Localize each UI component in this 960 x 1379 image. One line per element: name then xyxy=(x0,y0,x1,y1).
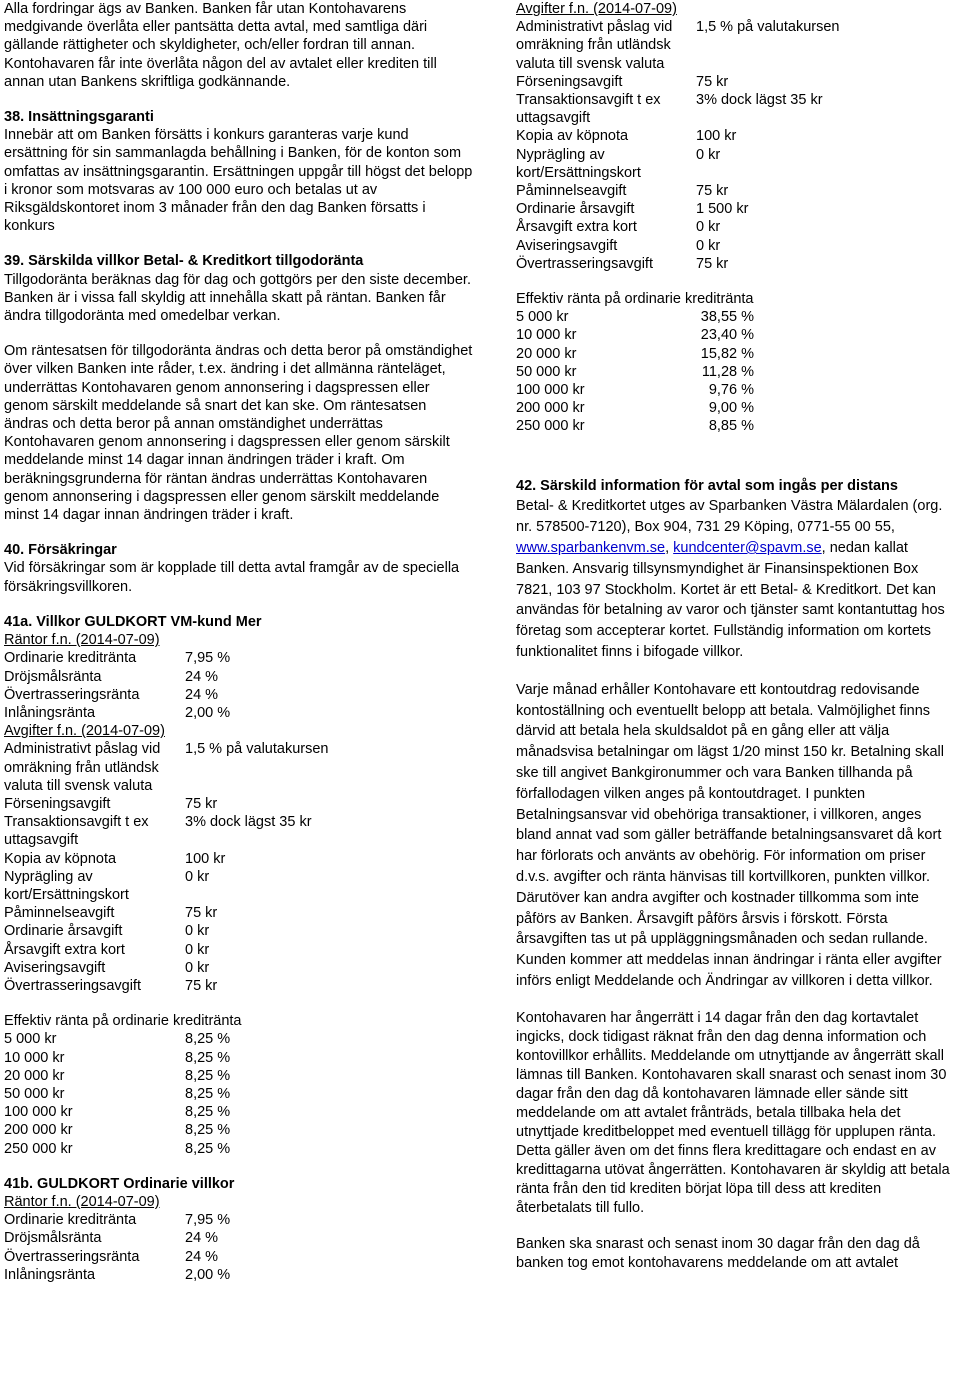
section-39-text-2: Om räntesatsen för tillgodoränta ändras och detta beror på omständighet över vilken Banken inte råder, t.ex. ändring i det allmänna ränteläget, underrättas Kontohavaren genom annonsering i dagspressen eller genom särskilt meddelande så snart det kan ske. Om räntesatsen ändras och detta beror på annan omständighet underrättas Kontohavaren genom annonsering i dagspressen eller genom särskilt meddelande minst 14 dagar innan ändringen träder i kraft. Om beräkningsgrunderna för räntan ändras underrättas Kontohavaren genom annonsering i dagspressen eller genom särskilt meddelande minst 14 dagar innan ändringen träder i kraft. xyxy=(4,343,473,524)
row-label: 5 000 kr xyxy=(516,309,569,326)
table-row xyxy=(4,922,328,940)
row-label: Påminnelseavgift xyxy=(4,905,115,922)
email-link[interactable]: kundcenter@spavm.se xyxy=(673,540,822,557)
row-value: 2,00 % xyxy=(185,1266,231,1283)
row-label: 50 000 kr xyxy=(4,1085,65,1102)
table-row xyxy=(516,91,839,127)
table-row xyxy=(4,1211,230,1229)
row-label: Ordinarie kreditränta xyxy=(4,1212,137,1229)
row-label: Inlåningsränta xyxy=(4,704,96,721)
row-value: 9,00 % xyxy=(708,400,754,417)
table-row xyxy=(4,1121,230,1139)
table-row xyxy=(516,345,754,363)
website-link[interactable]: www.sparbankenvm.se xyxy=(516,540,666,557)
row-value: 1,5 % på valutakursen xyxy=(696,19,840,36)
row-value: 7,95 % xyxy=(185,650,231,667)
left-column xyxy=(4,0,474,1284)
row-value: 15,82 % xyxy=(700,345,754,362)
right-fees-heading: Avgifter f.n. (2014-07-09) xyxy=(516,1,677,17)
row-value: 8,25 % xyxy=(185,1067,231,1084)
row-label: Årsavgift extra kort xyxy=(516,219,637,236)
row-value: 24 % xyxy=(185,668,219,685)
row-value: 24 % xyxy=(185,1248,219,1265)
row-label: Kopia av köpnota xyxy=(4,850,117,867)
row-label: 20 000 kr xyxy=(4,1067,65,1084)
row-label: Ordinarie årsavgift xyxy=(4,923,123,940)
row-value: 0 kr xyxy=(185,959,210,976)
row-label: Aviseringsavgift xyxy=(4,959,106,976)
row-value: 24 % xyxy=(185,686,219,703)
table-row xyxy=(4,649,230,667)
refund-paragraph: Banken ska snarast och senast inom 30 dagar från den dag då banken tog emot kontohavarens meddelande om att avtalet xyxy=(516,1235,920,1271)
row-label: Administrativt påslag vid omräkning från utländsk valuta till svensk valuta xyxy=(4,741,161,794)
right-column xyxy=(516,0,958,1273)
section-41a-fees-table xyxy=(4,740,328,995)
section-41b-rates-table xyxy=(4,1211,230,1284)
row-value: 0 kr xyxy=(696,146,721,163)
link-separator: , xyxy=(665,540,670,557)
section-41b-rates-heading: Räntor f.n. (2014-07-09) xyxy=(4,1193,160,1210)
row-label: Årsavgift extra kort xyxy=(4,941,125,958)
row-value: 38,55 % xyxy=(700,309,754,326)
row-value: 8,25 % xyxy=(185,1085,231,1102)
row-label: Ordinarie årsavgift xyxy=(516,201,635,218)
row-label: Nyprägling av kort/Ersättningskort xyxy=(516,146,641,181)
section-41a-rates-heading: Räntor f.n. (2014-07-09) xyxy=(4,632,160,649)
row-value: 8,25 % xyxy=(185,1049,231,1066)
table-row xyxy=(4,1229,230,1247)
row-value: 0 kr xyxy=(696,219,721,236)
row-value: 75 kr xyxy=(185,977,218,994)
row-value: 100 kr xyxy=(696,128,737,145)
row-label: Transaktionsavgift t ex uttagsavgift xyxy=(516,92,661,127)
row-value: 3% dock lägst 35 kr xyxy=(185,814,312,831)
table-row xyxy=(4,850,328,868)
row-label: 100 000 kr xyxy=(4,1104,73,1121)
row-value: 8,25 % xyxy=(185,1122,231,1139)
row-value: 75 kr xyxy=(185,905,218,922)
table-row xyxy=(516,127,839,145)
section-41a-title: 41a. Villkor GULDKORT VM-kund Mer xyxy=(4,613,262,630)
table-row xyxy=(516,363,754,381)
billing-paragraph: Varje månad erhåller Kontohavare ett kontoutdrag redovisande kontoställning och eventuellt belopp att betala. Valmöjlighet finns därvid att betala hela skuldsaldot på en gång eller att välja månadsvisa betalningar om lägst 1/20 minst 150 kr. Betalning skall ske till angivet Bankgironummer och vara Banken tillhanda på förfallodagen vilken anges på kontoutdraget. I punkten Betalningsansvar vid obehöriga transaktioner, i villkoren, anges bland annat vad som gäller beträffande betalningsansvaret då kort har förlorats och använts av obehörig. För information om priser d.v.s. avgifter och ränta hänvisas till kortvillkoren, punkten villkor. Därutöver kan andra avgifter och kostnader tillkomma som inte påförs av Banken. Årsavgift påförs årsvis i förskott. Första årsavgiften tas ut på uppläggningsmånaden och sedan rullande. Kunden kommer att meddelas innan ändringar i ränta eller avgifter införs enligt Meddelande och Ändringar av villkoren i detta villkor. xyxy=(516,681,944,989)
table-row xyxy=(4,904,328,922)
row-value: 0 kr xyxy=(185,868,210,885)
row-label: 5 000 kr xyxy=(4,1031,57,1048)
table-row xyxy=(4,1248,230,1266)
section-41b-title: 41b. GULDKORT Ordinarie villkor xyxy=(4,1175,235,1192)
table-row xyxy=(4,1266,230,1284)
row-value: 100 kr xyxy=(185,850,226,867)
row-label: 10 000 kr xyxy=(516,327,577,344)
right-effective-table xyxy=(516,308,754,435)
section-41a-effective-heading: Effektiv ränta på ordinarie kreditränta xyxy=(4,1013,242,1030)
row-value: 0 kr xyxy=(185,941,210,958)
table-row xyxy=(516,417,754,435)
row-label: Övertrasseringsavgift xyxy=(516,255,653,272)
row-value: 23,40 % xyxy=(700,327,754,344)
table-row xyxy=(516,399,754,417)
table-row xyxy=(516,326,754,344)
table-row xyxy=(516,237,839,255)
row-value: 0 kr xyxy=(696,237,721,254)
row-label: Ordinarie kreditränta xyxy=(4,650,137,667)
row-label: Dröjsmålsränta xyxy=(4,1230,102,1247)
table-row xyxy=(4,668,230,686)
row-value: 8,25 % xyxy=(185,1140,231,1157)
table-row xyxy=(4,704,230,722)
row-value: 8,25 % xyxy=(185,1104,231,1121)
row-label: Inlåningsränta xyxy=(4,1266,96,1283)
row-value: 75 kr xyxy=(185,795,218,812)
row-label: Övertrasseringsränta xyxy=(4,1248,140,1265)
table-row xyxy=(516,182,839,200)
row-label: Övertrasseringsavgift xyxy=(4,977,141,994)
row-label: 250 000 kr xyxy=(516,418,585,435)
row-label: Förseningsavgift xyxy=(516,73,623,90)
table-row xyxy=(516,255,839,273)
table-row xyxy=(4,959,328,977)
table-row xyxy=(516,146,839,182)
table-row xyxy=(4,1140,230,1158)
row-value: 1 500 kr xyxy=(696,201,749,218)
row-label: Övertrasseringsränta xyxy=(4,686,140,703)
table-row xyxy=(4,686,230,704)
right-effective-heading: Effektiv ränta på ordinarie kreditränta xyxy=(516,291,754,308)
table-row xyxy=(516,381,754,399)
row-label: 100 000 kr xyxy=(516,382,585,399)
section-41a-rates-table xyxy=(4,649,230,722)
right-fees-table xyxy=(516,18,839,273)
table-row xyxy=(4,795,328,813)
row-label: 10 000 kr xyxy=(4,1049,65,1066)
row-label: Administrativt påslag vid omräkning från utländsk valuta till svensk valuta xyxy=(516,19,673,72)
table-row xyxy=(516,308,754,326)
table-row xyxy=(4,1085,230,1103)
row-label: Förseningsavgift xyxy=(4,795,111,812)
row-label: 20 000 kr xyxy=(516,345,577,362)
row-value: 7,95 % xyxy=(185,1212,231,1229)
row-label: Dröjsmålsränta xyxy=(4,668,102,685)
section-39-text-1: Tillgodoränta beräknas dag för dag och gottgörs per den siste december. Banken är i vissa fall skyldig att innehålla skatt på räntan. Banken får ändra tillgodoränta med omedelbar verkan. xyxy=(4,271,471,325)
section-41a-effective-table xyxy=(4,1030,230,1157)
table-row xyxy=(4,941,328,959)
table-row xyxy=(516,200,839,218)
table-row xyxy=(516,218,839,236)
section-39-title: 39. Särskilda villkor Betal- & Kreditkort tillgodoränta xyxy=(4,253,364,270)
row-value: 1,5 % på valutakursen xyxy=(185,741,329,758)
row-value: 11,28 % xyxy=(701,363,754,380)
row-label: 200 000 kr xyxy=(516,400,585,417)
row-value: 75 kr xyxy=(696,183,729,200)
section-42-title: 42. Särskild information för avtal som ingås per distans xyxy=(516,477,898,494)
section-41a-fees-heading: Avgifter f.n. (2014-07-09) xyxy=(4,723,165,740)
row-value: 0 kr xyxy=(185,923,210,940)
table-row xyxy=(516,73,839,91)
section-42-text-b: , nedan kallat Banken. Ansvarig tillsynsmyndighet är Finansinspektionen Box 7821, 103 97 Stockholm. Kortet är ett Betal- & Kreditkort. Det kan användas för betalning av varor och tjänster samt kontantuttag hos företag som accepterar kortet. Fullständig information om kortets funktionalitet finns i bifogade villkor. xyxy=(516,540,945,661)
intro-paragraph: Alla fordringar ägs av Banken. Banken får utan Kontohavarens medgivande överlåta eller pantsätta detta avtal, med samtliga däri gällande rättigheter och skyldigheter, och/eller fordran till annan. Kontohavaren får inte överlåta någon del av avtalet eller krediten till annan utan Bankens skriftliga godkännande. xyxy=(4,1,437,90)
row-value: 24 % xyxy=(185,1230,219,1247)
section-40-title: 40. Försäkringar xyxy=(4,542,117,559)
row-value: 3% dock lägst 35 kr xyxy=(696,92,823,109)
section-38-text: Innebär att om Banken försätts i konkurs garanteras varje kund ersättning för sin sammanlagda behållning i Banken, för de konton som omfattas av insättningsgarantin. Ersättningen uppgår till högst det belopp i kronor som motsvaras av 100 000 euro och betalas ut av Riksgäldskontoret inom 3 månader från den dag Banken försatts i konkurs xyxy=(4,127,473,235)
row-label: Aviseringsavgift xyxy=(516,237,618,254)
row-label: 50 000 kr xyxy=(516,363,577,380)
table-row xyxy=(4,1030,230,1048)
table-row xyxy=(4,1067,230,1085)
row-label: Transaktionsavgift t ex uttagsavgift xyxy=(4,814,149,849)
section-40-text: Vid försäkringar som är kopplade till detta avtal framgår av de speciella försäkringsvillkoren. xyxy=(4,560,460,595)
row-value: 75 kr xyxy=(696,73,729,90)
row-label: Påminnelseavgift xyxy=(516,183,627,200)
row-value: 75 kr xyxy=(696,255,729,272)
row-value: 2,00 % xyxy=(185,704,231,721)
withdrawal-paragraph: Kontohavaren har ångerrätt i 14 dagar från den dag kortavtalet ingicks, dock tidigast räknat från den dag denna information och kontovillkor erhållits. Meddelande om utnyttjande av ångerrätt skall lämnas till Banken. Kontohavaren skall snarast och senast inom 30 dagar från den dag då kontohavaren lämnade eller sände sitt meddelande om att avtalet frånträds, betala tillbaka hela det utnyttjade kreditbeloppet med eventuell tillägg för upplupen ränta. Detta gäller även om det finns flera kredittagare och endast en av kredittagarna utövat ångerrätten. Kontohavaren är skyldig att betala ränta från den tid krediten börjat löpa till dess att krediten återbetalats till fullo. xyxy=(516,1009,950,1216)
table-row xyxy=(4,740,328,795)
table-row xyxy=(4,868,328,904)
row-value: 8,85 % xyxy=(708,418,754,435)
section-38-title: 38. Insättningsgaranti xyxy=(4,109,154,126)
row-label: 250 000 kr xyxy=(4,1140,73,1157)
table-row xyxy=(516,18,839,73)
section-42-text xyxy=(516,496,958,662)
row-label: Nyprägling av kort/Ersättningskort xyxy=(4,868,129,903)
table-row xyxy=(4,977,328,995)
table-row xyxy=(4,813,328,849)
row-label: Kopia av köpnota xyxy=(516,128,629,145)
table-row xyxy=(4,1103,230,1121)
section-42-text-a: Betal- & Kreditkortet utges av Sparbanken Västra Mälardalen (org. nr. 578500-7120), Box 904, 731 29 Köping, 0771-55 00 55, xyxy=(516,498,943,536)
row-value: 8,25 % xyxy=(185,1031,231,1048)
row-label: 200 000 kr xyxy=(4,1122,73,1139)
row-value: 9,76 % xyxy=(708,382,754,399)
table-row xyxy=(4,1049,230,1067)
